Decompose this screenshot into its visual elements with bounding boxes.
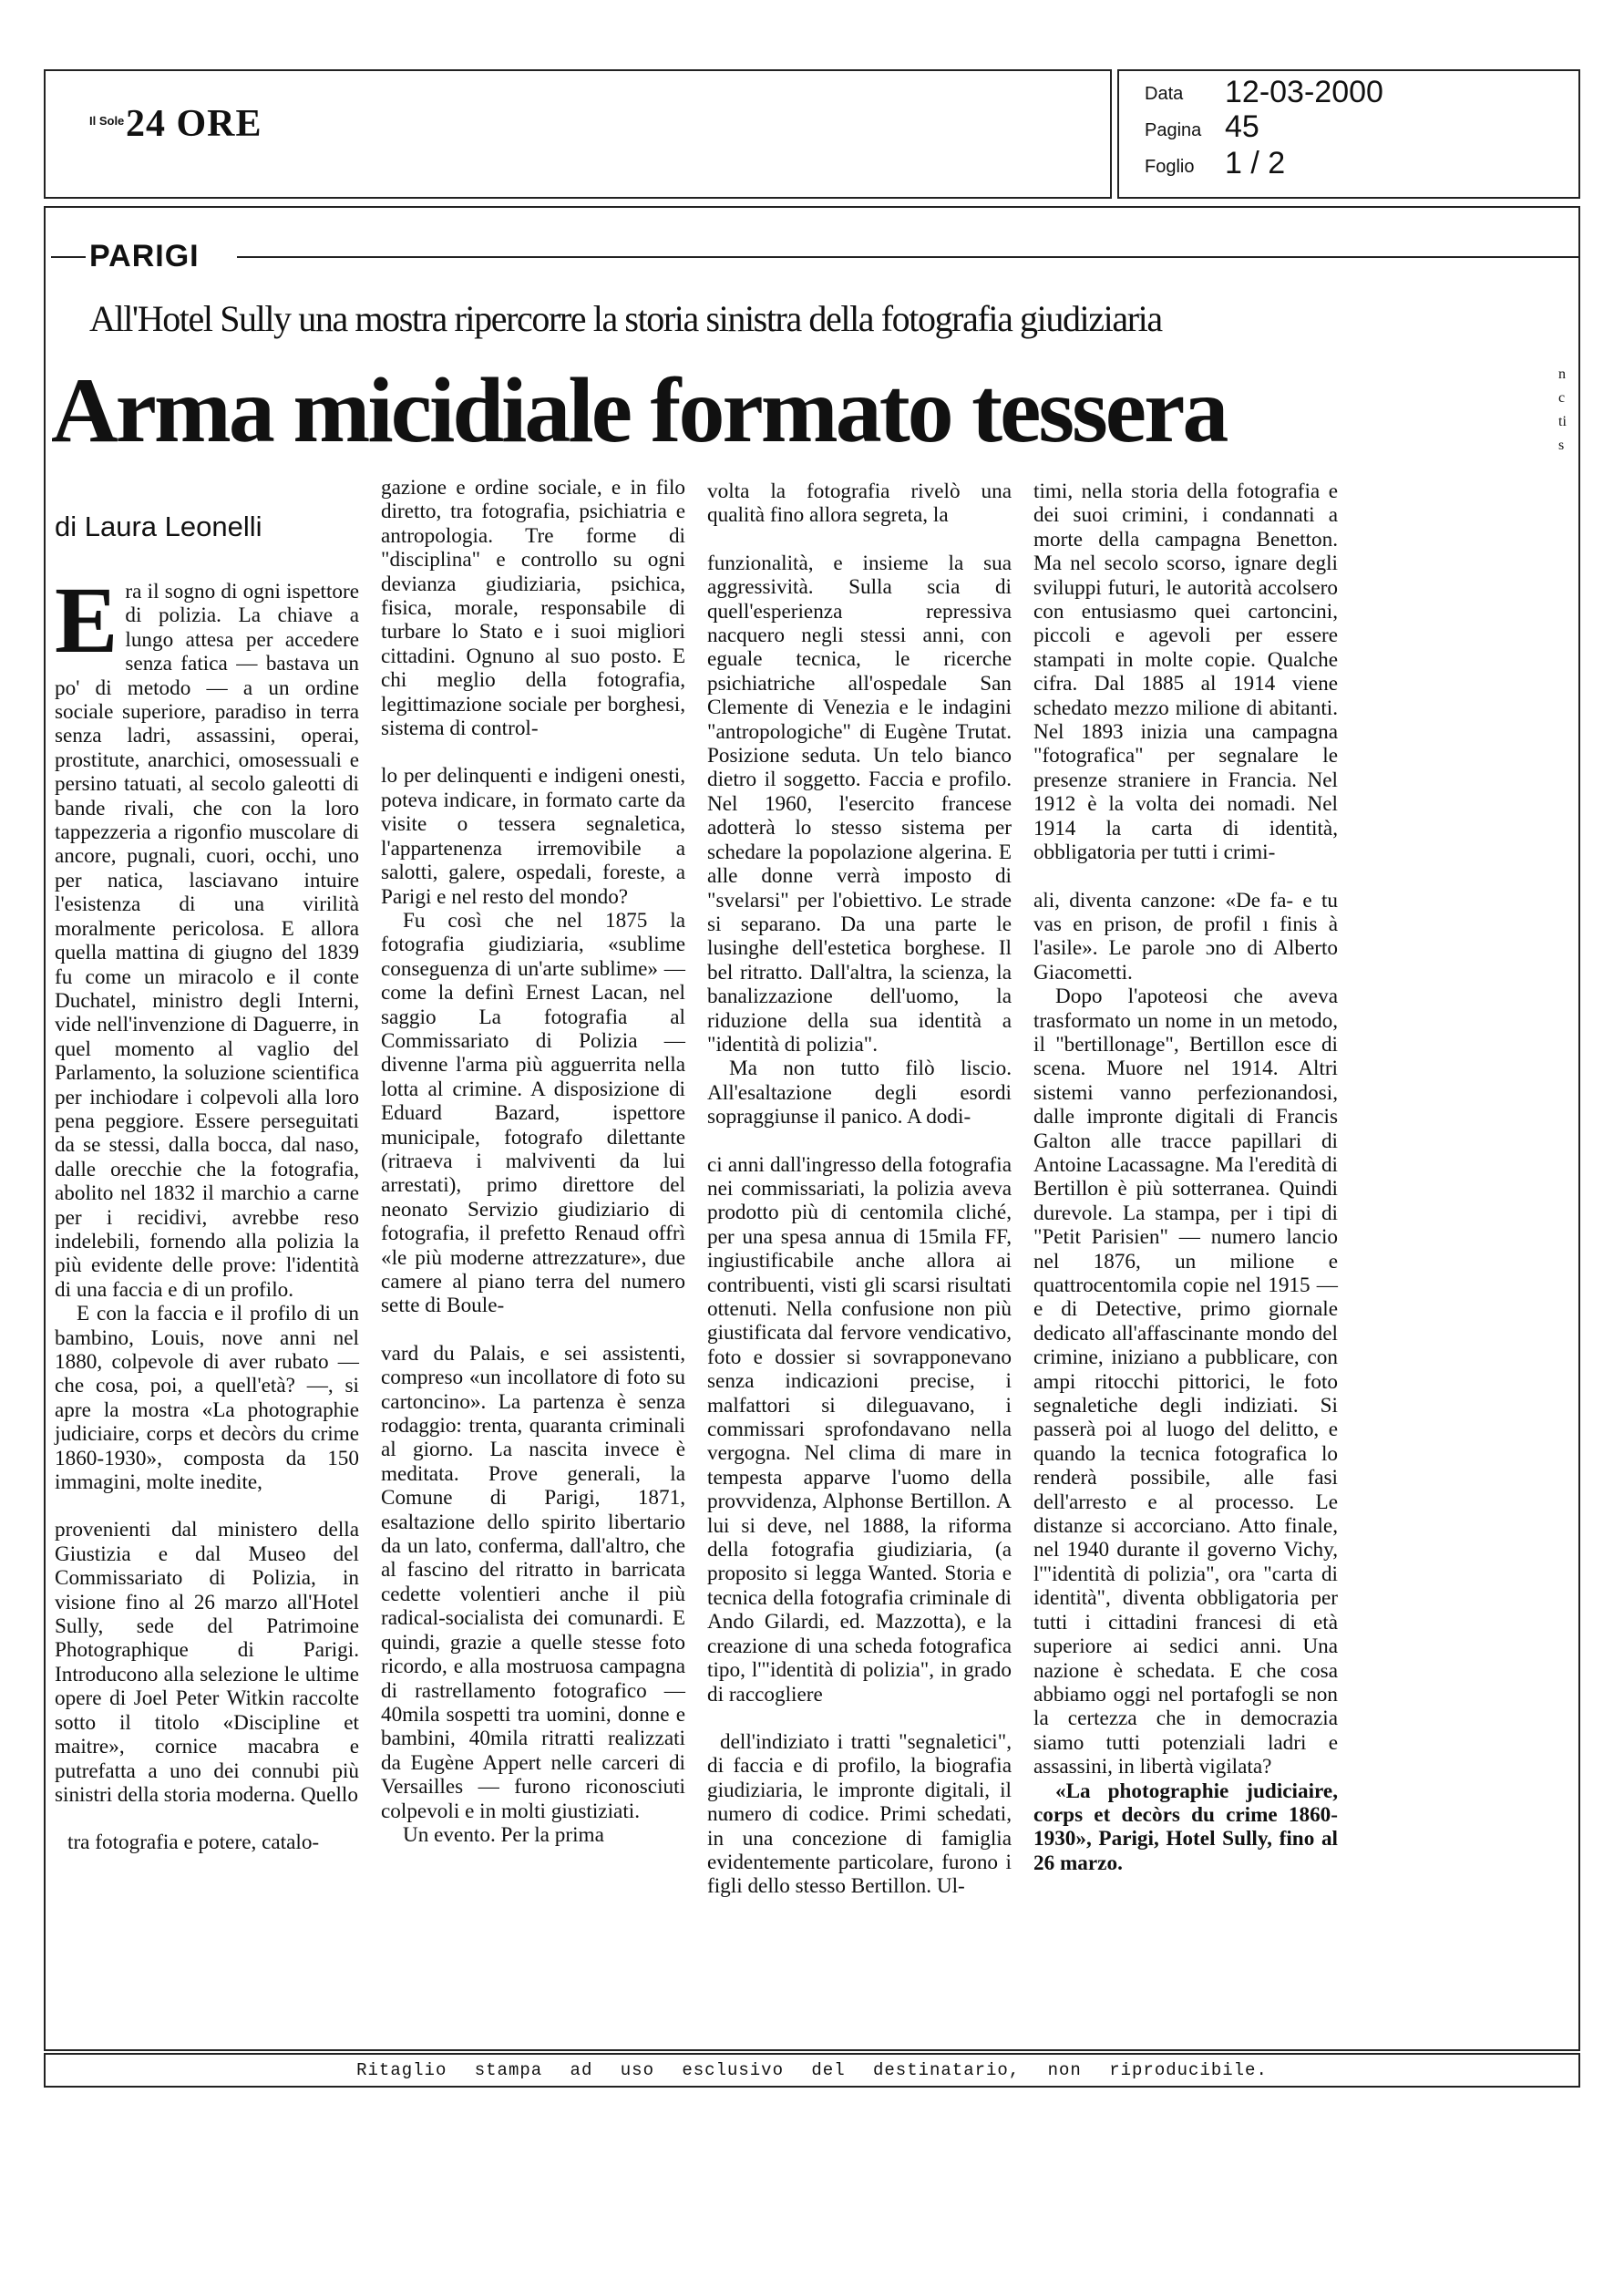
logo-small: Il Sole: [89, 114, 125, 128]
section-rule-left: [51, 256, 86, 258]
drop-cap: E: [55, 568, 118, 673]
section-label: PARIGI: [89, 239, 200, 273]
paragraph: volta la fotografia rivelò una qualità fino allora segreta, la: [707, 480, 1012, 528]
column-3: [707, 480, 1012, 1899]
paragraph: ci anni dall'ingresso della fotografia nei commissariati, la polizia aveva prodotto più di centomila cliché, per una spesa annua di 15mila FF, ingiustificabile anche allora ai contribuenti, visti gli scarsi risultati ottenuti. Nella confusione non più giustificata dal fervore vendicativo, foto e dossier si sovrapponevano senza indicazioni precise, i malfattori si dileguavano, i commissari sprofondavano nella vergogna. Nel clima di mare in tempesta apparve l'uomo della provvidenza, Alphonse Bertillon. A lui si deve, nel 1888, la riforma della fotografia giudiziaria, (a proposito si legga Wanted. Storia e tecnica della fotografia criminale di Ando Gilardi, ed. Mazzotta), e la creazione di una scheda fotografica tipo, l'"identità di polizia", in grado di raccogliere: [707, 1152, 1012, 1707]
paragraph: Ma non tutto filò liscio. All'esaltazione degli esordi sopraggiunse il panico. A dodi-: [707, 1057, 1012, 1129]
paragraph: gazione e ordine sociale, e in filo diretto, tra fotografia, psichiatria e antropologia. Tre forme di "disciplina" e controllo su ogni devianza giudiziaria, psichica, fisica, morale, responsabile di turbare lo Stato e i suoi migliori cittadini. Ognuno al suo posto. E chi meglio della fotografia, legittimazione sociale per borghesi, sistema di control-: [381, 476, 685, 741]
pagina-label: Pagina: [1145, 120, 1202, 140]
paragraph: timi, nella storia della fotografia e dei suoi crimini, i condannati a morte della campagna Benetton. Ma nel secolo scorso, ignare degli sviluppi futuri, le autorità accolsero con entusiasmo quei cartoncini, piccoli e agevoli per essere stampati in molte copie. Qualche cifra. Dal 1885 al 1914 viene schedato mezzo milione di abitanti. Nel 1893 inizia una campagna "fotografica" per segnalare le presenze straniere in Francia. Nel 1912 è la volta dei nomadi. Nel 1914 la carta di identità, obbligatoria per tutti i crimi-: [1033, 480, 1338, 865]
paragraph: Dopo l'apoteosi che aveva trasformato un nome in un metodo, il "bertillonage", Bertillon esce di scena. Muore nel 1914. Altri sistemi vanno perfezionandosi, dalle impronte digitali di Francis Galton alle tracce papillari di Antoine Lacassagne. Ma l'eredità di Bertillon è più sotterranea. Quindi durevole. La stampa, per i tipi di "Petit Parisien" — numero lancio nel 1876, un milione e quattrocentomila copie nel 1915 — e di Detective, primo giornale dedicato all'affascinante mondo del crimine, iniziano a pubblicare, con ampi ritocchi pittorici, le foto segnaletiche degli indiziati. Si passerà poi al luogo del delitto, e quando la tecnica fotografica lo renderà possibile, alle fasi dell'arresto e al processo. Le distanze si accorciano. Atto finale, nel 1940 durante il governo Vichy, l'"identità di polizia", ora "carta di identità", diventa obbligatoria per tutti i cittadini francesi di età superiore ai sedici anni. Una nazione è schedata. E che cosa abbiamo oggi nel portafogli se non la certezza che in democrazia siamo tutti potenziali ladri e assassini, in libertà vigilata?: [1033, 985, 1338, 1779]
paragraph: Era il sogno di ogni ispettore di polizia. La chiave a lungo attesa per accedere senza fatica — bastava un po' di metodo — a un ordine sociale superiore, paradiso in terra senza ladri, assassini, operai, prostitute, anarchici, omosessuali e persino tatuati, al secolo galeotti di bande rivali, che con la loro tappezzeria a rigonfio muscolare di ancore, pugnali, cuori, occhi, uno per natica, lasciavano intuire l'esistenza di una virilità moralmente pericolosa. E allora quella mattina di giugno del 1839 fu come un miracolo e il conte Duchatel, ministro degli Interni, vide nell'invenzione di Daguerre, in quel momento al vaglio del Parlamento, la soluzione scientifica per inchiodare i colpevoli alla loro pena peggiore. Essere perseguitati da se stessi, dalla bocca, dal naso, dalle orecchie che la fotografia, abolito nel 1832 il marchio a carne per i recidivi, avrebbe reso indelebili, fornendo alla polizia la più evidente delle prove: l'identità di una faccia e di un profilo.: [55, 568, 359, 1302]
paragraph: ali, diventa canzone: «De fa- e tu vas en prison, de profil ı finis à l'asile». Le parole ɔno di Alberto Giacometti.: [1033, 888, 1338, 985]
kicker: All'Hotel Sully una mostra ripercorre la storia sinistra della fotografia giudiziaria: [89, 298, 1162, 339]
exhibition-info: «La photographie judiciaire, corps et decòrs du crime 1860-1930», Parigi, Hotel Sully, fino al 26 marzo.: [1033, 1779, 1338, 1875]
byline: di Laura Leonelli: [55, 510, 262, 542]
column-1: [55, 568, 359, 1855]
paragraph: funzionalità, e insieme la sua aggressività. Sulla scia di quell'esperienza repressiva nacquero negli stessi anni, con eguale tecnica, le ricerche psichiatriche all'ospedale San Clemente di Venezia e le indagini "antropologiche" di Eugène Trutat. Posizione seduta. Un telo bianco dietro il soggetto. Faccia e profilo. Nel 1960, l'esercito francese adotterà lo stesso sistema per schedare la popolazione algerina. E alle donne verrà imposto di "svelarsi" per l'obiettivo. Le strade si separano. Da una parte le lusinghe dell'estetica borghese. Il bel ritratto. Dall'altra, la scienza, la banalizzazione dell'uomo, la riduzione della sua identità a "identità di polizia".: [707, 551, 1012, 1057]
footer-box: [44, 2053, 1580, 2088]
section-rule-right: [237, 256, 1580, 258]
foglio-label: Foglio: [1145, 157, 1195, 177]
paragraph: tra fotografia e potere, catalo-: [67, 1830, 320, 1855]
paragraph: Fu così che nel 1875 la fotografia giudiziaria, «sublime conseguenza di un'arte sublime» — come la definì Ernest Lacan, nel saggio La fotografia al Commissariato di Polizia — divenne l'arma più agguerrita nella lotta al crimine. A disposizione di Eduard Bazard, ispettore municipale, fotografo dilettante (ritraeva i malviventi da lui arrestati), primo direttore del neonato Servizio giudiziario di fotografia, il prefetto Renaud offrì «le più moderne attrezzature», due camere al piano terra del numero sette di Boule-: [381, 908, 685, 1318]
headline: Arma micidiale formato tessera: [51, 359, 1227, 462]
data-value: 12-03-2000: [1225, 75, 1383, 109]
foglio-value: 1 / 2: [1225, 146, 1286, 180]
header-logo-box: [44, 69, 1112, 199]
logo-24-ore: 24 ORE: [126, 103, 262, 145]
column-4: [1033, 480, 1338, 1875]
paragraph: lo per delinquenti e indigeni onesti, poteva indicare, in formato carte da visite o tessera segnaletica, l'appartenenza irremovibile a salotti, galere, ospedali, foreste, a Parigi e nel resto del mondo?: [381, 764, 685, 909]
pagina-value: 45: [1225, 109, 1259, 144]
paragraph: Un evento. Per la prima: [403, 1822, 604, 1847]
paragraph: E con la faccia e il profilo di un bambino, Louis, nove anni nel 1880, colpevole di aver rubato — che cosa, poi, a quell'età? —, si apre la mostra «La photographie judiciaire, corps et decòrs du crime 1860-1930», composta da 150 immagini, molte inedite,: [55, 1302, 359, 1495]
header-meta-box: [1117, 69, 1580, 199]
footer-notice: Ritaglio stampa ad uso esclusivo del destinatario, non riproducibile.: [356, 2060, 1268, 2080]
paragraph: provenienti dal ministero della Giustizia e dal Museo del Commissariato di Polizia, in visione fino al 26 marzo all'Hotel Sully, sede del Patrimoine Photographique di Parigi. Introducono alla selezione le ultime opere di Joel Peter Witkin raccolte sotto il titolo «Discipline et maitre», cornice macabra e putrefatta a uno dei connubi più sinistri della storia moderna. Quello: [55, 1518, 359, 1807]
data-label: Data: [1145, 84, 1184, 104]
paragraph: vard du Palais, e sei assistenti, compreso «un incollatore di foto su cartoncino». La partenza è senza rodaggio: trenta, quaranta criminali al giorno. La nascita invece è meditata. Prove generali, la Comune di Parigi, 1871, esaltazione dello spirito libertario da un lato, conferma, dall'altro, che al fascino del ritratto in barricata cedette volentieri anche il più radical-socialista dei comunardi. E quindi, grazie a quelle stesse foto ricordo, e alla mostruosa campagna di rastrellamento fotografico — 40mila sospetti tra uomini, donne e bambini, 40mila ritratti realizzati da Eugène Appert nelle carceri di Versailles — furono riconosciuti colpevoli e in molti giustiziati.: [381, 1341, 685, 1823]
paragraph: dell'indiziato i tratti "segnaletici", di faccia e di profilo, la biografia giudiziaria, le impronte digitali, il numero di codice. Primi schedati, in una concezione di famiglia evidentemente particolare, furono i figli dello stesso Bertillon. Ul-: [707, 1729, 1012, 1899]
edge-fragment: n c ti s: [1558, 366, 1567, 453]
column-2: [381, 476, 685, 1847]
